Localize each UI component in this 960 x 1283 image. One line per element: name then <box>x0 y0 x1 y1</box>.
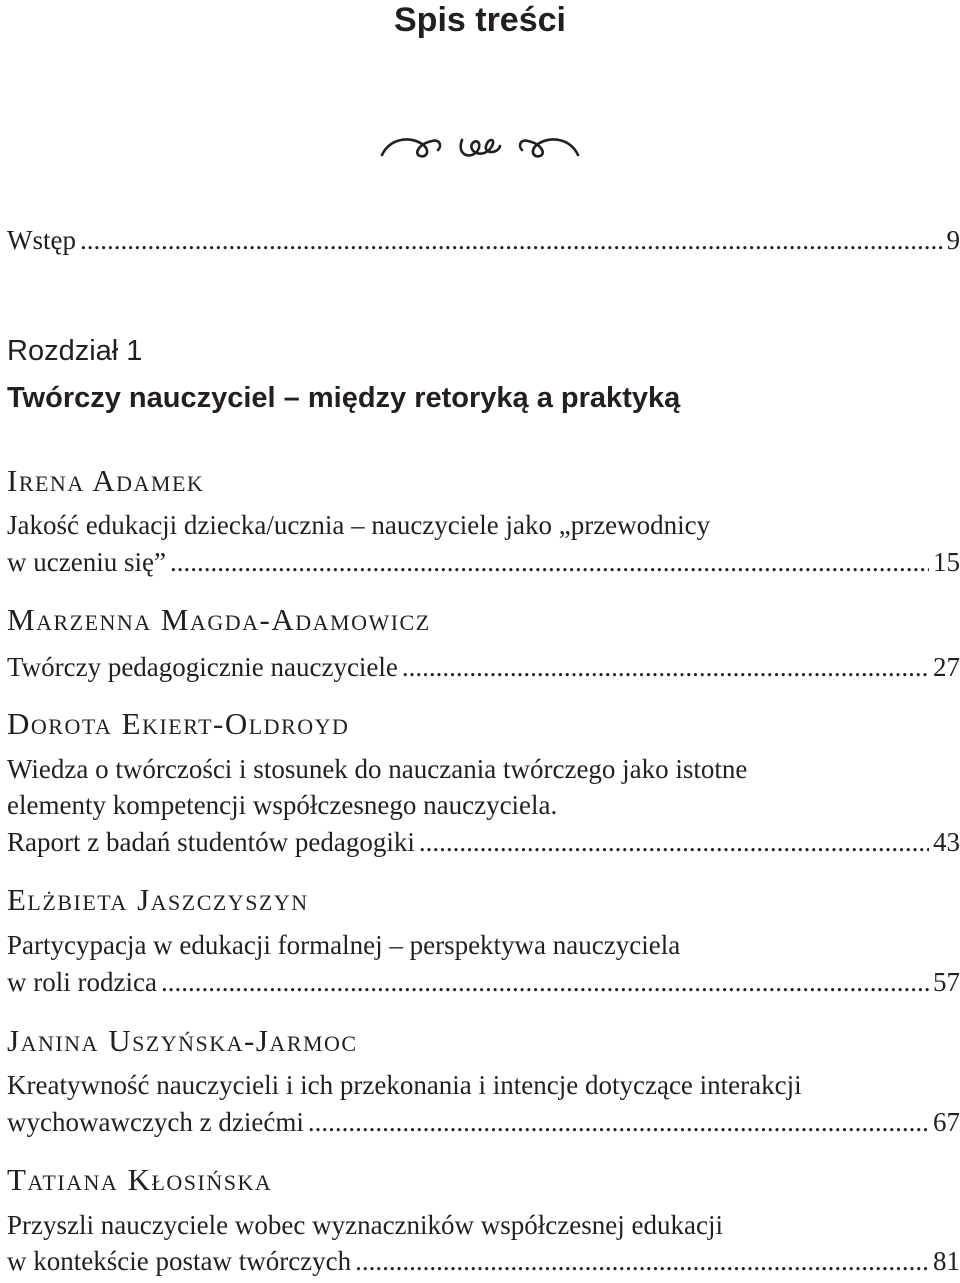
dot-leader <box>355 1242 929 1280</box>
entry-title-line: w kontekście postaw twórczych <box>7 1246 352 1276</box>
entry-author: Janina Uszyńska-Jarmoc <box>7 1023 358 1058</box>
chapter-title: Twórczy nauczyciel – między retoryką a praktyką <box>7 382 681 414</box>
entry-title-line: w roli rodzica <box>7 967 157 997</box>
dot-leader <box>308 1103 929 1141</box>
toc-intro-entry[interactable] <box>7 221 960 259</box>
entry-title-line: Kreatywność nauczycieli i ich przekonania i intencje dotyczące interakcji <box>7 1070 802 1100</box>
entry-title-line: Jakość edukacji dziecka/ucznia – nauczyciele jako „przewodnicy <box>7 510 711 540</box>
toc-entry-link[interactable] <box>7 648 960 686</box>
entry-author: Elżbieta Jaszczyszyn <box>7 882 309 917</box>
toc-entry-link[interactable] <box>7 1242 960 1280</box>
toc-page-number: 9 <box>946 225 960 255</box>
toc-page-number: 67 <box>933 1107 960 1137</box>
dot-leader <box>170 543 929 581</box>
entry-author: Dorota Ekiert-Oldroyd <box>7 706 350 741</box>
toc-entry-link[interactable] <box>7 543 960 581</box>
page-title: Spis treści <box>394 1 566 39</box>
entry-title-line: Twórczy pedagogicznie nauczyciele <box>7 652 398 682</box>
chapter-number: Rozdział 1 <box>7 335 143 367</box>
toc-page-number: 27 <box>933 652 960 682</box>
dot-leader <box>80 221 943 259</box>
entry-title-line: Wiedza o twórczości i stosunek do nauczania twórczego jako istotne <box>7 754 748 784</box>
entry-title-line: Raport z badań studentów pedagogiki <box>7 827 415 857</box>
entry-title-line: Przyszli nauczyciele wobec wyznaczników współczesnej edukacji <box>7 1210 723 1240</box>
dot-leader <box>402 648 929 686</box>
toc-page-number: 15 <box>933 547 960 577</box>
toc-page-number: 57 <box>933 967 960 997</box>
entry-title-line: Partycypacja w edukacji formalnej – perspektywa nauczyciela <box>7 930 681 960</box>
toc-page-number: 81 <box>933 1246 960 1276</box>
toc-page-number: 43 <box>933 827 960 857</box>
dot-leader <box>419 823 929 861</box>
dot-leader <box>161 963 929 1001</box>
entry-title-line: w uczeniu się” <box>7 547 166 577</box>
toc-entry-link[interactable] <box>7 823 960 861</box>
entry-author: Marzenna Magda-Adamowicz <box>7 602 431 637</box>
entry-title-line: wychowawczych z dziećmi <box>7 1107 304 1137</box>
decorative-flourish-icon <box>380 128 580 168</box>
entry-author: Irena Adamek <box>7 463 205 498</box>
entry-title-line: elementy kompetencji współczesnego nauczyciela. <box>7 790 558 820</box>
entry-author: Tatiana Kłosińska <box>7 1162 273 1197</box>
toc-intro-label: Wstęp <box>7 225 76 255</box>
toc-entry-link[interactable] <box>7 963 960 1001</box>
toc-entry-link[interactable] <box>7 1103 960 1141</box>
